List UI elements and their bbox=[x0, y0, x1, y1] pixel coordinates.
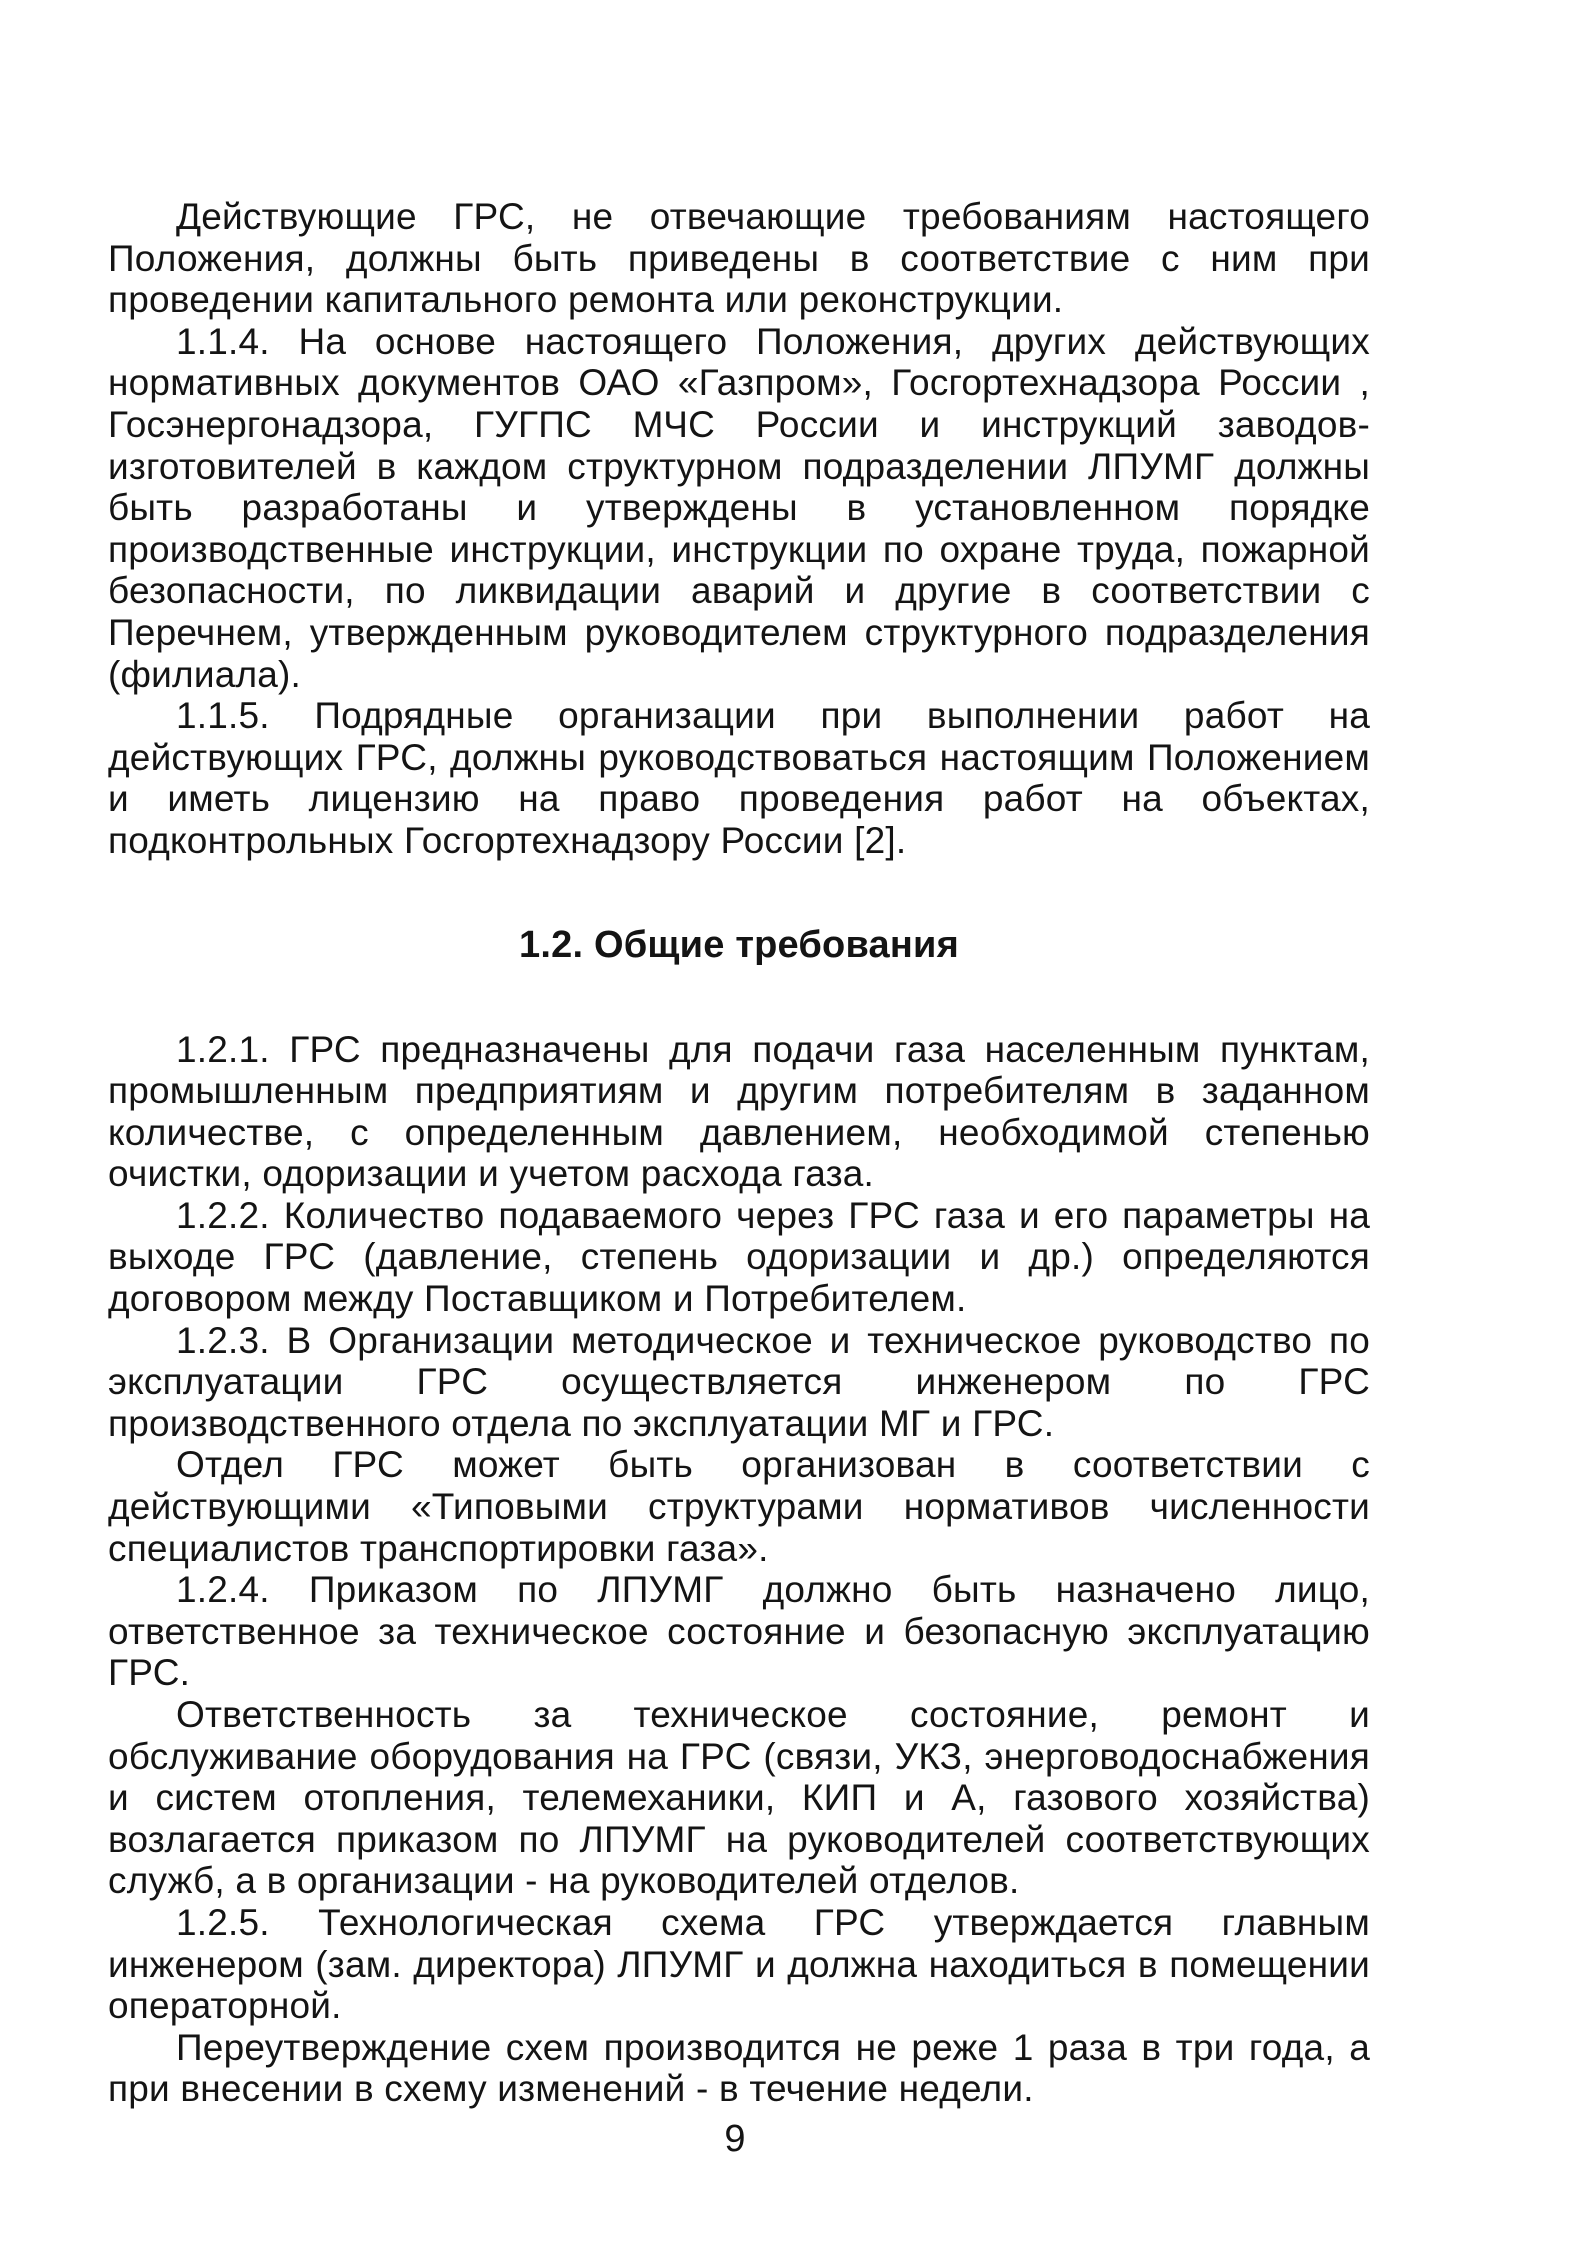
paragraph-1-2-5: 1.2.5. Технологическая схема ГРС утверждается главным инженером (зам. директора) ЛПУМГ и должна находиться в помещении операторной. bbox=[108, 1901, 1370, 2027]
paragraph-1-2-4: 1.2.4. Приказом по ЛПУМГ должно быть назначено лицо, ответственное за техническое состояние и безопасную эксплуатацию ГРС. bbox=[108, 1569, 1370, 1694]
paragraph-1-2-3: 1.2.3. В Организации методическое и техническое руководство по эксплуатации ГРС осуществляется инженером по ГРС производственного отдела по эксплуатации МГ и ГРС. bbox=[108, 1319, 1370, 1444]
paragraph-1-2-1: 1.2.1. ГРС предназначены для подачи газа населенным пунктам, промышленным предприятиям и другим потребителям в заданном количестве, с определенным давлением, необходимой степенью очистки, одоризации и учетом расхода газа. bbox=[108, 1028, 1370, 1195]
document-body bbox=[108, 196, 1370, 2110]
paragraph-grs-department: Отдел ГРС может быть организован в соответствии с действующими «Типовыми структурами нормативов численности специалистов транспортировки газа». bbox=[108, 1444, 1370, 1569]
paragraph-existing-grs: Действующие ГРС, не отвечающие требованиям настоящего Положения, должны быть приведены в соответствие с ним при проведении капитального ремонта или реконструкции. bbox=[108, 196, 1370, 321]
page-number: 9 bbox=[724, 2118, 746, 2160]
paragraph-responsibility: Ответственность за техническое состояние, ремонт и обслуживание оборудования на ГРС (связи, УКЗ, энерговодоснабжения и систем отопления, телемеханики, КИП и А, газового хозяйства) возлагается приказом по ЛПУМГ на руководителей соответствующих служб, а в организации - на руководителей отделов. bbox=[108, 1694, 1370, 1902]
paragraph-1-1-4: 1.1.4. На основе настоящего Положения, других действующих нормативных документов ОАО «Газпром», Госгортехнадзора России , Госэнергонадзора, ГУГПС МЧС России и инструкций заводов-изготовителей в каждом структурном подразделении ЛПУМГ должны быть разработаны и утверждены в установленном порядке производственные инструкции, инструкции по охране труда, пожарной безопасности, по ликвидации аварий и другие в соответствии с Перечнем, утвержденным руководителем структурного подразделения (филиала). bbox=[108, 320, 1370, 695]
paragraph-reapproval: Переутверждение схем производится не реже 1 раза в три года, а при внесении в схему изменений - в течение недели. bbox=[108, 2026, 1370, 2110]
paragraph-1-1-5: 1.1.5. Подрядные организации при выполнении работ на действующих ГРС, должны руководствоваться настоящим Положением и иметь лицензию на право проведения работ на объектах, подконтрольных Госгортехнадзору России [2]. bbox=[108, 695, 1370, 861]
section-heading: 1.2. Общие требования bbox=[519, 923, 959, 966]
paragraph-1-2-2: 1.2.2. Количество подаваемого через ГРС газа и его параметры на выходе ГРС (давление, степень одоризации и др.) определяются договором между Поставщиком и Потребителем. bbox=[108, 1194, 1370, 1320]
